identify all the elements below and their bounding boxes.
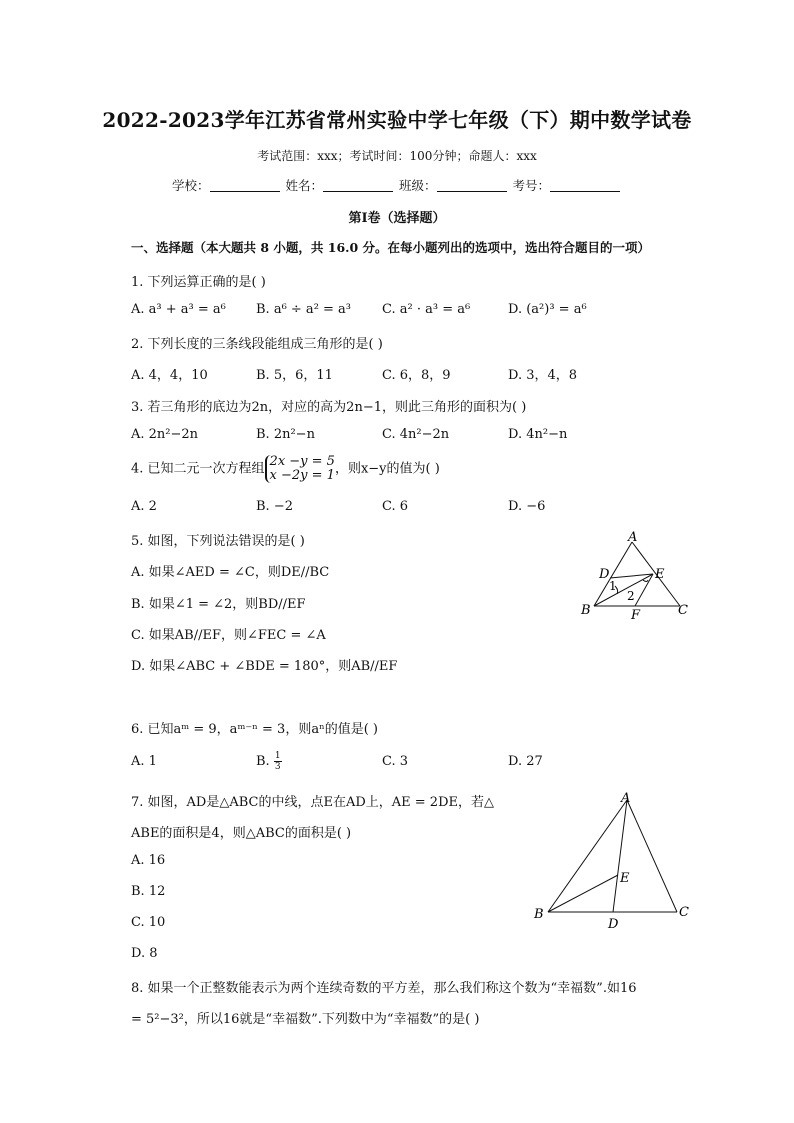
fig5-label-a: A: [628, 530, 638, 545]
q6-option-b-fraction: [274, 751, 282, 772]
q6-option-c: C. 3: [382, 754, 409, 769]
section-heading: 一、选择题（本大题共 8 小题，共 16.0 分。在每小题列出的选项中，选出符合题目的一项）: [131, 240, 651, 255]
q1-option-c: C. a² · a³ = a⁶: [382, 302, 471, 317]
fraction-numerator: 1: [274, 751, 281, 761]
q7-option-a: A. 16: [131, 853, 166, 868]
question-7-stem-line2: ABE的面积是4，则△ABC的面积是( ): [131, 826, 352, 841]
exam-subtitle: 考试范围：xxx；考试时间：100分钟；命题人：xxx: [257, 149, 537, 163]
fig5-label-angle1: 1: [609, 579, 617, 593]
q3-option-b: B. 2n²−n: [256, 427, 315, 442]
fig7-label-c: C: [679, 905, 689, 920]
fig7-label-a: A: [621, 791, 631, 806]
question-4-stem: [131, 455, 440, 483]
fraction-denominator: 3: [274, 762, 281, 772]
q4-option-a: A. 2: [131, 499, 157, 514]
fig7-label-d: D: [608, 917, 619, 932]
q4-option-d: D. −6: [508, 499, 546, 514]
q2-option-b: B. 5，6，11: [256, 368, 333, 383]
q4-equation-system: [265, 455, 335, 483]
question-3-stem: 3. 若三角形的底边为2n，对应的高为2n−1，则此三角形的面积为( ): [131, 400, 527, 415]
q4-prefix: 4. 已知二元一次方程组: [131, 461, 265, 477]
q7-option-c: C. 10: [131, 915, 166, 930]
volume-heading: 第Ⅰ卷（选择题）: [348, 211, 446, 226]
question-8-stem-line2: = 5²−3²，所以16就是“幸福数”.下列数中为“幸福数”的是( ): [131, 1012, 480, 1027]
q5-option-d: D. 如果∠ABC + ∠BDE = 180°，则AB//EF: [131, 659, 398, 674]
number-label: 考号：: [512, 178, 550, 193]
figure-question-5: [575, 528, 695, 624]
question-5-stem: 5. 如图，下列说法错误的是( ): [131, 534, 305, 549]
number-blank: [550, 179, 620, 192]
question-1-stem: 1. 下列运算正确的是( ): [131, 275, 266, 290]
q4-eq2: x −2y = 1: [269, 468, 335, 483]
name-blank: [323, 179, 393, 192]
q3-option-c: C. 4n²−2n: [382, 427, 450, 442]
q7-option-d: D. 8: [131, 946, 158, 961]
question-6-stem: 6. 已知aᵐ = 9，aᵐ⁻ⁿ = 3，则aⁿ的值是( ): [131, 722, 378, 737]
q4-suffix: ，则x−y的值为( ): [334, 461, 440, 477]
page-title: 2022-2023学年江苏省常州实验中学七年级（下）期中数学试卷: [102, 108, 692, 132]
fig5-label-d: D: [599, 567, 610, 582]
q6-option-d: D. 27: [508, 754, 543, 769]
figure-question-7: [528, 790, 698, 935]
class-label: 班级：: [398, 178, 437, 193]
q3-option-d: D. 4n²−n: [508, 427, 568, 442]
q4-option-b: B. −2: [256, 499, 293, 514]
q1-option-a: A. a³ + a³ = a⁶: [131, 302, 226, 317]
question-2-stem: 2. 下列长度的三条线段能组成三角形的是( ): [131, 337, 383, 352]
school-label: 学校：: [171, 178, 210, 193]
fig5-label-b: B: [581, 603, 591, 618]
fig5-label-e: E: [655, 567, 665, 582]
q2-option-c: C. 6，8，9: [382, 368, 451, 383]
q4-option-c: C. 6: [382, 499, 409, 514]
q1-option-b: B. a⁶ ÷ a² = a³: [256, 302, 352, 317]
fig5-label-c: C: [678, 603, 688, 618]
q6-option-b-label: B.: [256, 754, 270, 769]
fig7-label-e: E: [620, 871, 630, 886]
q5-option-b: B. 如果∠1 = ∠2，则BD//EF: [131, 597, 306, 612]
q7-option-b: B. 12: [131, 884, 166, 899]
class-blank: [437, 179, 507, 192]
q3-option-a: A. 2n²−2n: [131, 427, 199, 442]
q2-option-d: D. 3，4，8: [508, 368, 578, 383]
q6-option-b: [256, 751, 282, 772]
q2-option-a: A. 4，4，10: [131, 368, 208, 383]
question-7-stem-line1: 7. 如图，AD是△ABC的中线，点E在AD上，AE = 2DE，若△: [131, 795, 494, 810]
q1-option-d: D. (a²)³ = a⁶: [508, 302, 587, 317]
q5-option-c: C. 如果AB//EF，则∠FEC = ∠A: [131, 628, 326, 643]
fig7-label-b: B: [534, 907, 544, 922]
q6-option-a: A. 1: [131, 754, 157, 769]
student-info-row: [0, 176, 794, 194]
fig5-label-f: F: [631, 608, 641, 623]
question-8-stem-line1: 8. 如果一个正整数能表示为两个连续奇数的平方差，那么我们称这个数为“幸福数”.如16: [131, 981, 637, 996]
q5-option-a: A. 如果∠AED = ∠C，则DE//BC: [131, 565, 330, 580]
name-label: 姓名：: [285, 178, 323, 193]
q4-eq1: 2x −y = 5: [269, 454, 335, 469]
fig5-label-angle2: 2: [627, 589, 635, 603]
school-blank: [210, 179, 280, 192]
